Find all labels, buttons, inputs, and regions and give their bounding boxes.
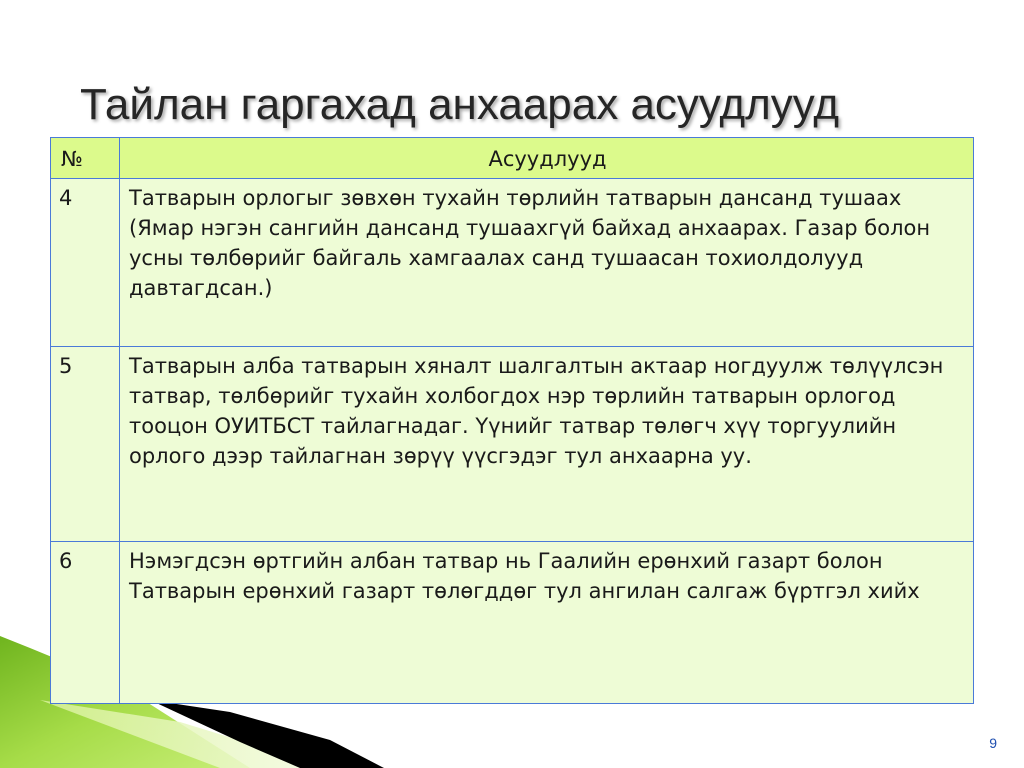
row-text: Татварын орлогыг зөвхөн тухайн төрлийн татварын дансанд тушаах (Ямар нэгэн сангийн дансанд тушаахгүй байхад анхаарах. Газар болон усны төлбөрийг байгаль хамгаалах санд тушаасан тохиолдолууд давтагдсан.) [120,179,974,347]
row-number: 6 [51,542,120,704]
black-swoosh-shape [150,700,384,768]
questions-table [50,137,974,704]
page-number: 9 [989,735,997,751]
table-header-row [51,138,974,179]
header-questions: Асуудлууд [120,138,974,179]
table-row [51,179,974,347]
row-number: 4 [51,179,120,347]
header-number: № [51,138,120,179]
light-green-swoosh-shape [40,700,330,768]
table-row [51,347,974,542]
row-text: Нэмэгдсэн өртгийн албан татвар нь Гаалийн ерөнхий газарт болон Татварын ерөнхий газарт төлөгддөг тул ангилан салгаж бүртгэл хийх [120,542,974,704]
row-text: Татварын алба татварын хяналт шалгалтын актаар ногдуулж төлүүлсэн татвар, төлбөрийг тухайн холбогдох нэр төрлийн татварын орлогод тооцон ОУИТБСТ тайлагнадаг. Үүнийг татвар төлөгч хүү торгуулийн орлого дээр тайлагнан зөрүү үүсгэдэг тул анхаарна уу. [120,347,974,542]
row-number: 5 [51,347,120,542]
slide-title: Тайлан гаргахад анхаарах асуудлууд [80,80,840,129]
table-row [51,542,974,704]
